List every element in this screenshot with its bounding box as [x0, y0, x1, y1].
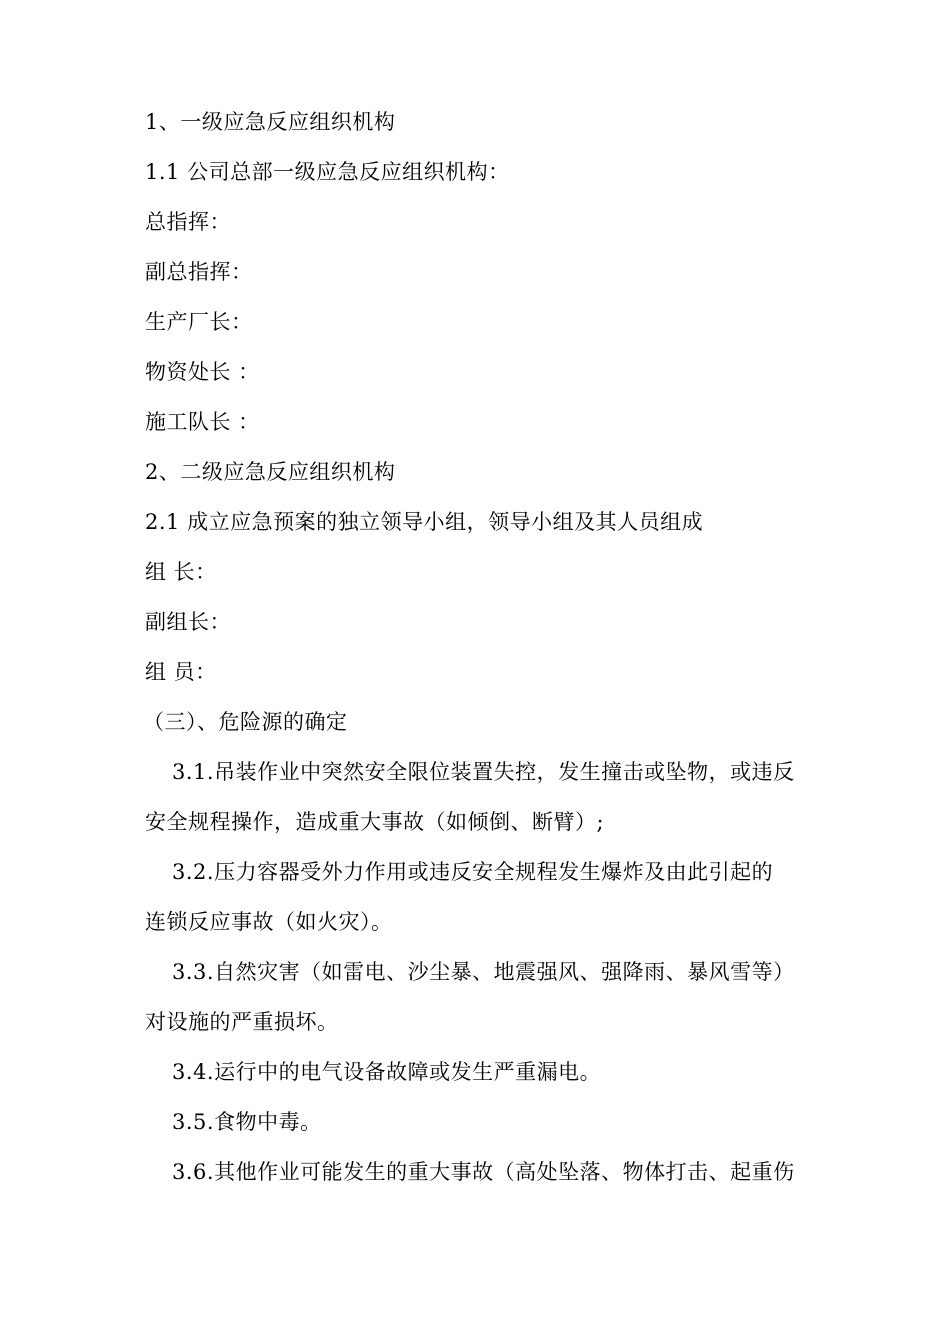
role-group-members: 组 员： [145, 660, 217, 684]
subheading-hq-org: 1.1 公司总部一级应急反应组织机构： [145, 160, 510, 184]
hazard-3-5: 3.5.食物中毒。 [172, 1110, 322, 1134]
subheading-leadership-group: 2.1 成立应急预案的独立领导小组，领导小组及其人员组成 [145, 510, 704, 534]
role-production-director: 生产厂长： [145, 310, 253, 334]
hazard-3-1-line1: 3.1.吊装作业中突然安全限位装置失控，发生撞击或坠物，或违反 [172, 760, 795, 784]
hazard-3-1-line2: 安全规程操作，造成重大事故（如倾倒、断臂）; [145, 810, 605, 834]
role-materials-chief: 物资处长 ： [145, 360, 260, 384]
hazard-3-4: 3.4.运行中的电气设备故障或发生严重漏电。 [172, 1060, 602, 1084]
hazard-3-3-line1: 3.3.自然灾害（如雷电、沙尘暴、地震强风、强降雨、暴风雪等） [172, 960, 795, 984]
hazard-3-3-line2: 对设施的严重损坏。 [145, 1010, 339, 1034]
role-deputy-group-leader: 副组长： [145, 610, 231, 634]
role-construction-leader: 施工队长 ： [145, 410, 260, 434]
heading-hazard-identification: （三）、危险源的确定 [143, 710, 348, 734]
role-commander: 总指挥： [145, 210, 231, 234]
role-deputy-commander: 副总指挥： [145, 260, 253, 284]
heading-level1-org: 1、一级应急反应组织机构 [145, 110, 396, 134]
hazard-3-2-line1: 3.2.压力容器受外力作用或违反安全规程发生爆炸及由此引起的 [172, 860, 774, 884]
role-group-leader: 组 长： [145, 560, 217, 584]
heading-level2-org: 2、二级应急反应组织机构 [145, 460, 396, 484]
hazard-3-2-line2: 连锁反应事故（如火灾）。 [145, 910, 393, 934]
hazard-3-6-line1: 3.6.其他作业可能发生的重大事故（高处坠落、物体打击、起重伤 [172, 1160, 795, 1184]
